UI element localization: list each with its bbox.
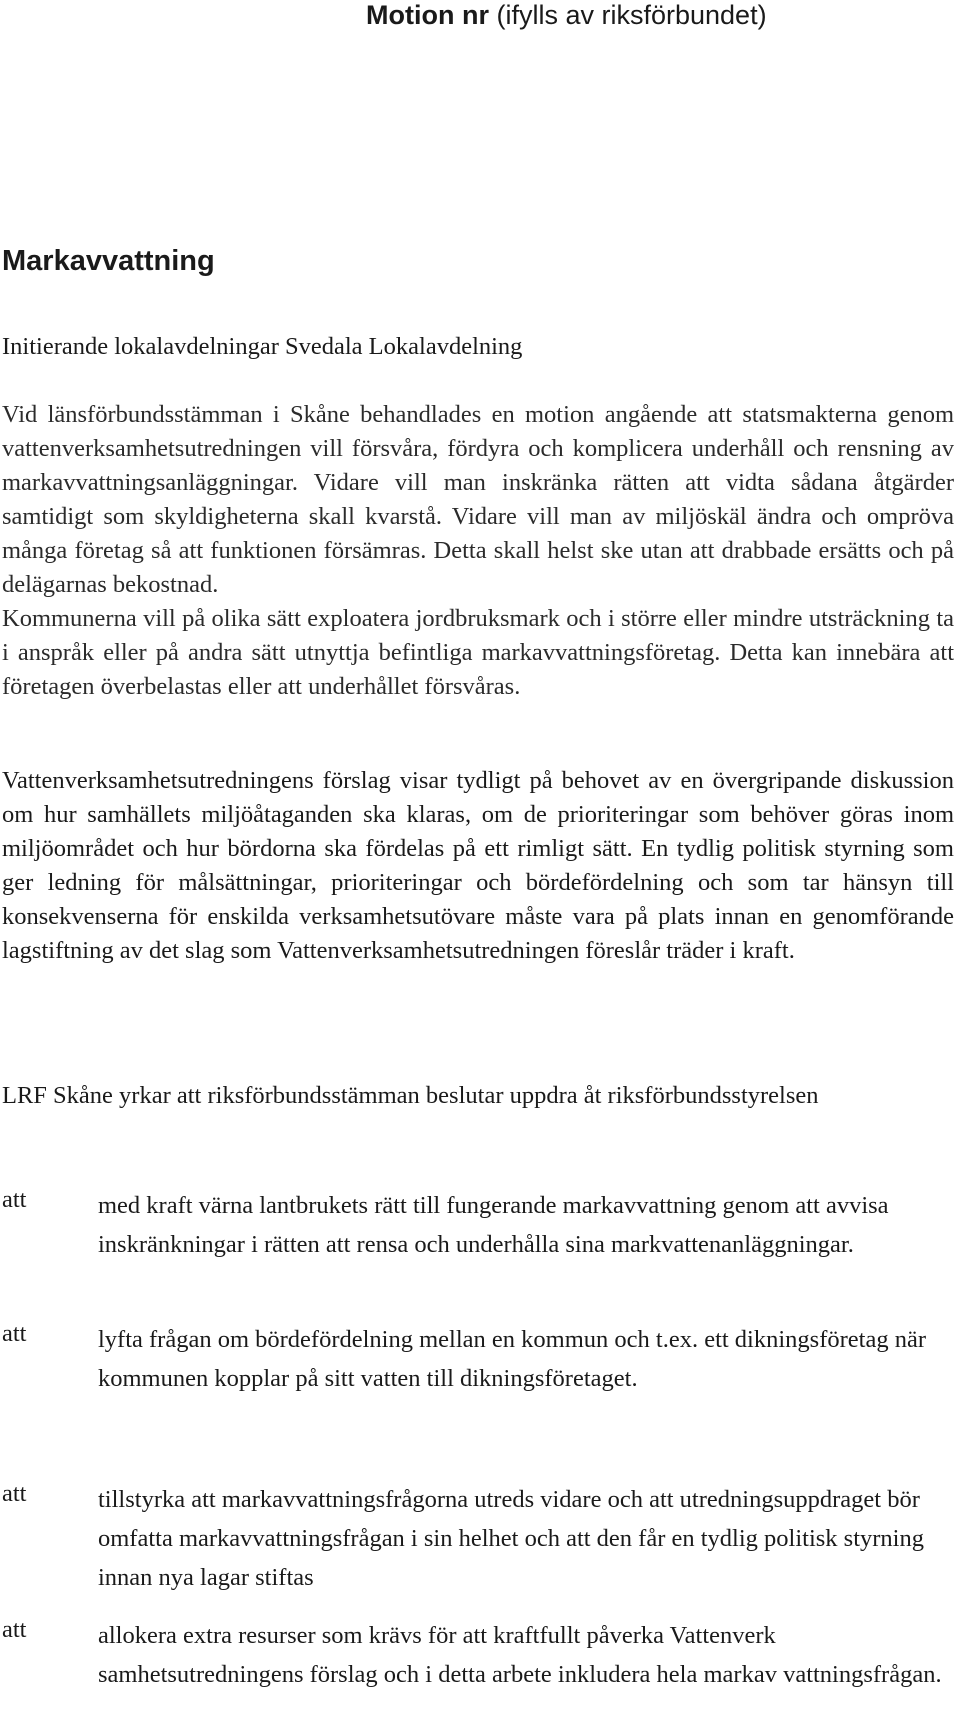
- att-label: att: [2, 1480, 27, 1507]
- document-title: Markavvattning: [2, 245, 215, 277]
- att-label: att: [2, 1186, 27, 1213]
- demand-intro: LRF Skåne yrkar att riksförbundsstämman beslutar uppdra åt riksförbundsstyrelsen: [2, 1082, 819, 1109]
- att-clause-text: allokera extra resurser som krävs för att kraftfullt påverka Vattenverk samhetsutredningens förslag och i detta arbete inkludera hela markav vattningsfrågan.: [98, 1622, 942, 1688]
- background-paragraph-1: Vid länsförbundsstämman i Skåne behandlades en motion angående att statsmakterna genom vattenverksamhetsutredningen vill försvåra, fördyra och komplicera underhåll och rensning av markavvattningsanläggningar. Vidare vill man inskränka rätten att vidta sådana åtgärder samtidigt som skyldigheterna skall kvarstå. Vidare vill man av miljöskäl ändra och ompröva många företag så att funktionen försämras. Detta skall helst ske utan att drabbade ersätts och på delägarnas bekostnad.: [2, 401, 954, 598]
- att-label: att: [2, 1616, 27, 1643]
- motion-number-note: (ifylls av riksförbundet): [496, 0, 767, 30]
- background-paragraph-2: Kommunerna vill på olika sätt exploatera jordbruksmark och i större eller mindre utsträckning ta i anspråk eller på andra sätt utnyttja befintliga markavvattningsföretag. Detta kan innebära att företagen överbelastas eller att underhållet försvåras.: [2, 605, 954, 700]
- att-label: att: [2, 1320, 27, 1347]
- motion-number-header: [366, 0, 767, 30]
- att-clause-text: lyfta frågan om bördefördelning mellan en kommun och t.ex. ett dikningsföretag när kommunen kopplar på sitt vatten till dikningsföretaget.: [98, 1326, 926, 1392]
- argument-paragraph: Vattenverksamhetsutredningens förslag visar tydligt på behovet av en övergripande diskussion om hur samhällets miljöåtaganden ska klaras, om de prioriteringar som behöver göras inom miljöområdet och hur bördorna ska fördelas på ett rimligt sätt. En tydlig politisk styrning som ger ledning för målsättningar, prioriteringar och bördefördelning och som tar hänsyn till konsekvenserna för enskilda verksamhetsutövare måste vara på plats innan en genomförande lagstiftning av det slag som Vattenverksamhetsutredningen föreslår träder i kraft.: [2, 767, 954, 964]
- initiating-branches: Initierande lokalavdelningar Svedala Lokalavdelning: [2, 333, 523, 360]
- att-clause-text: med kraft värna lantbrukets rätt till fungerande markavvattning genom att avvisa inskränkningar i rätten att rensa och underhålla sina markvattenanläggningar.: [98, 1192, 889, 1258]
- motion-number-label: Motion nr: [366, 0, 489, 30]
- background-section: [2, 398, 954, 704]
- att-clause-text: tillstyrka att markavvattningsfrågorna utreds vidare och att utredningsuppdraget bör omfatta markavvattningsfrågan i sin helhet och att den får en tydlig politisk styrning innan nya lagar stiftas: [98, 1486, 924, 1591]
